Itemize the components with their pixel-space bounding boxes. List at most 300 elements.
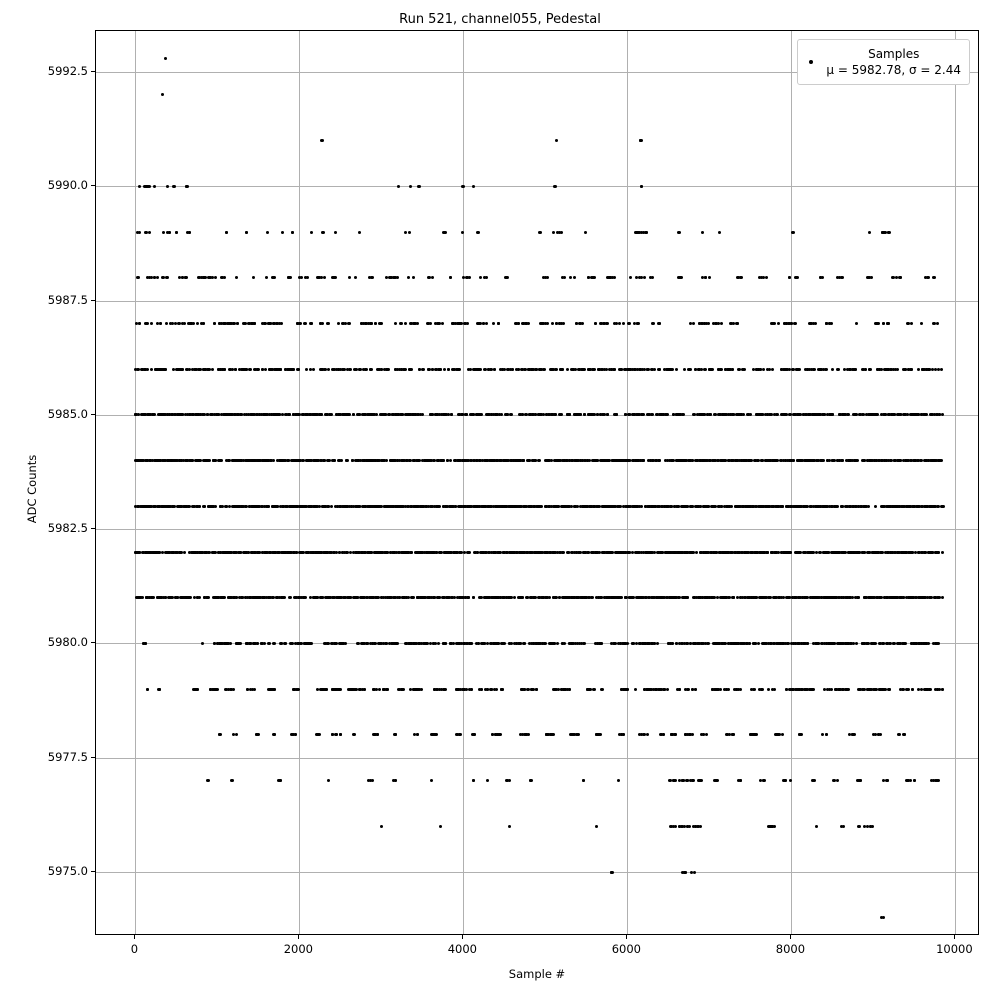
data-point [917,368,920,371]
data-point [658,459,661,462]
data-point [704,276,707,279]
data-point [327,368,330,371]
data-point [298,551,301,554]
data-point [555,368,558,371]
data-point [437,368,440,371]
data-point [394,322,397,325]
data-point [364,551,367,554]
data-point [223,368,226,371]
data-point [180,368,183,371]
data-point [591,551,594,554]
data-point [150,322,153,325]
data-point [806,368,809,371]
data-point [192,322,195,325]
data-point [825,322,828,325]
data-point [568,413,571,416]
data-point [608,551,611,554]
data-point [792,231,795,234]
data-point [833,459,836,462]
data-point [572,368,575,371]
data-point [651,459,654,462]
data-point [857,505,860,508]
data-point [410,322,413,325]
data-point [651,276,654,279]
data-point [903,505,906,508]
data-point [257,505,260,508]
data-point [910,459,913,462]
data-point [251,505,254,508]
data-point [692,322,695,325]
data-point [277,551,280,554]
data-point [321,322,324,325]
data-point [248,368,251,371]
data-point [367,459,370,462]
data-point [714,551,717,554]
data-point [640,505,643,508]
data-point [208,459,211,462]
data-point [819,276,822,279]
data-point [555,322,558,325]
data-point [553,505,556,508]
data-point [219,551,222,554]
data-point [385,459,388,462]
data-point [363,505,366,508]
data-point [207,368,210,371]
data-point [522,459,525,462]
data-point [323,551,326,554]
data-point [754,459,757,462]
data-point [569,276,572,279]
data-point [598,551,601,554]
data-point [636,322,639,325]
data-point [271,551,274,554]
data-point [567,551,570,554]
data-point [718,551,721,554]
data-point [593,276,596,279]
data-point [766,551,769,554]
data-point [825,368,828,371]
data-point [822,505,825,508]
data-point [571,551,574,554]
data-point [637,459,640,462]
data-point [183,551,186,554]
data-point [848,459,851,462]
data-point [308,413,311,416]
data-point [349,368,352,371]
data-point [404,322,407,325]
data-point [622,505,625,508]
data-point [675,368,678,371]
data-point [528,368,531,371]
data-point [148,185,151,188]
data-point [419,505,422,508]
data-point [136,276,139,279]
data-point [376,505,379,508]
data-point [751,551,754,554]
data-point [882,322,885,325]
data-point [707,322,710,325]
data-point [157,459,160,462]
data-point [266,231,269,234]
data-point [657,368,660,371]
data-point [683,551,686,554]
data-point [718,231,721,234]
data-point [328,551,331,554]
data-point [873,459,876,462]
data-point [408,231,411,234]
data-point [482,322,485,325]
data-point [485,322,488,325]
data-point [304,322,307,325]
data-point [447,368,450,371]
x-gridline [463,31,464,934]
data-point [220,459,223,462]
data-point [193,505,196,508]
data-point [263,322,266,325]
data-point [559,368,562,371]
data-point [494,505,497,508]
data-point [401,413,404,416]
data-point [367,322,370,325]
plot-area [95,30,979,935]
data-point [404,505,407,508]
data-point [459,505,462,508]
data-point [898,505,901,508]
data-point [402,368,405,371]
data-point [175,231,178,234]
data-point [236,322,239,325]
data-point [136,231,139,234]
data-point [229,551,232,554]
data-point [134,505,137,508]
data-point [178,505,181,508]
data-point [703,368,706,371]
data-point [310,231,313,234]
data-point [814,505,817,508]
data-point [431,413,434,416]
data-point [525,322,528,325]
data-point [409,505,412,508]
data-point [203,413,206,416]
data-point [312,368,315,371]
data-point [701,231,704,234]
data-point [178,322,181,325]
data-point [754,551,757,554]
data-point [447,551,450,554]
data-point [852,505,855,508]
data-point [332,551,335,554]
data-point [682,505,685,508]
data-point [148,231,151,234]
data-point [880,368,883,371]
data-point [166,413,169,416]
data-point [263,551,266,554]
data-point [830,551,833,554]
data-point [450,413,453,416]
data-point [577,368,580,371]
data-point [545,505,548,508]
data-point [235,276,238,279]
data-point [670,551,673,554]
data-point [925,368,928,371]
data-point [710,551,713,554]
data-point [799,459,802,462]
data-point [723,551,726,554]
data-point [310,322,313,325]
data-point [253,322,256,325]
data-point [581,322,584,325]
data-point [184,276,187,279]
data-point [837,368,840,371]
data-point [492,322,495,325]
data-point [340,459,343,462]
data-point [398,551,401,554]
y-gridline [96,758,978,759]
data-point [539,368,542,371]
y-gridline [96,529,978,530]
data-point [890,368,893,371]
data-point [887,231,890,234]
data-point [412,276,415,279]
data-point [820,459,823,462]
data-point [543,368,546,371]
data-point [538,505,541,508]
data-point [409,185,412,188]
data-point [233,505,236,508]
data-point [802,505,805,508]
data-point [162,231,165,234]
data-point [758,276,761,279]
data-point [383,505,386,508]
data-point [854,551,857,554]
data-point [234,368,237,371]
data-point [528,551,531,554]
data-point [429,322,432,325]
data-point [462,185,465,188]
data-point [706,459,709,462]
data-point [385,368,388,371]
data-point [218,322,221,325]
data-point [143,185,146,188]
data-point [358,231,361,234]
data-point [780,551,783,554]
data-point [765,276,768,279]
data-point [465,413,468,416]
data-point [408,459,411,462]
data-point [422,368,425,371]
data-point [306,459,309,462]
data-point [533,505,536,508]
data-point [166,231,169,234]
data-point [335,368,338,371]
y-gridline [96,301,978,302]
data-point [320,551,323,554]
data-point [278,322,281,325]
data-point [323,505,326,508]
data-point [342,505,345,508]
data-point [631,551,634,554]
data-point [927,551,930,554]
data-point [540,551,543,554]
data-point [893,459,896,462]
data-point [593,505,596,508]
data-point [689,368,692,371]
data-point [752,368,755,371]
data-point [892,276,895,279]
data-point [843,368,846,371]
data-point [183,322,186,325]
data-point [901,551,904,554]
data-point [605,505,608,508]
data-point [444,505,447,508]
data-point [242,368,245,371]
data-point [668,459,671,462]
data-point [481,459,484,462]
data-point [788,551,791,554]
data-point [321,231,324,234]
data-point [854,368,857,371]
data-point [213,322,216,325]
data-point [354,459,357,462]
data-point [412,459,415,462]
data-point [552,551,555,554]
data-point [138,322,141,325]
data-point [290,505,293,508]
data-point [202,368,205,371]
data-point [680,276,683,279]
data-point [881,231,884,234]
data-point [511,368,514,371]
data-point [768,368,771,371]
data-point [374,322,377,325]
data-point [903,368,906,371]
data-point [418,185,421,188]
data-point [487,551,490,554]
data-point [171,322,174,325]
data-point [749,413,752,416]
data-point [256,368,259,371]
data-point [463,505,466,508]
data-point [798,551,801,554]
data-point [237,551,240,554]
data-point [855,322,858,325]
data-point [849,551,852,554]
data-point [292,551,295,554]
data-point [635,231,638,234]
data-point [677,551,680,554]
data-point [594,322,597,325]
data-point [477,231,480,234]
data-point [297,368,300,371]
data-point [651,413,654,416]
data-point [164,57,167,60]
data-point [669,368,672,371]
data-point [385,276,388,279]
data-point [561,505,564,508]
data-point [546,322,549,325]
data-point [640,276,643,279]
data-point [274,505,277,508]
data-point [586,551,589,554]
data-point [370,322,373,325]
data-point [523,505,526,508]
data-point [611,459,614,462]
data-point [156,276,159,279]
data-point [899,459,902,462]
data-point [658,322,661,325]
data-point [166,185,169,188]
data-point [646,551,649,554]
data-point [730,505,733,508]
data-point [941,551,944,554]
data-point [473,368,476,371]
data-point [941,505,944,508]
data-point [803,551,806,554]
data-point [377,551,380,554]
data-point [159,322,162,325]
data-point [808,459,811,462]
data-point [466,551,469,554]
data-point [642,551,645,554]
data-point [622,322,625,325]
data-point [551,322,554,325]
data-point [330,505,333,508]
data-point [264,368,267,371]
data-point [620,368,623,371]
data-point [764,505,767,508]
data-point [629,276,632,279]
data-point [247,551,250,554]
data-point [436,505,439,508]
data-point [590,505,593,508]
data-point [298,505,301,508]
data-point [633,368,636,371]
data-point [421,551,424,554]
data-point [632,459,635,462]
data-point [144,368,147,371]
data-point [345,551,348,554]
data-point [316,459,319,462]
data-point [889,551,892,554]
data-point [616,505,619,508]
data-point [608,368,611,371]
data-point [396,505,399,508]
data-point [252,276,255,279]
data-point [407,276,410,279]
data-point [336,505,339,508]
data-point [261,368,264,371]
data-point [206,459,209,462]
data-point [387,505,390,508]
data-point [695,551,698,554]
data-point [736,322,739,325]
data-point [550,368,553,371]
data-point [614,551,617,554]
data-point [150,368,153,371]
data-point [734,551,737,554]
data-point [354,276,357,279]
data-point [501,368,504,371]
data-point [661,505,664,508]
data-point [831,368,834,371]
data-point [566,368,569,371]
data-point [404,231,407,234]
data-point [320,459,323,462]
data-point [796,368,799,371]
data-point [139,505,142,508]
data-point [731,368,734,371]
data-point [400,505,403,508]
